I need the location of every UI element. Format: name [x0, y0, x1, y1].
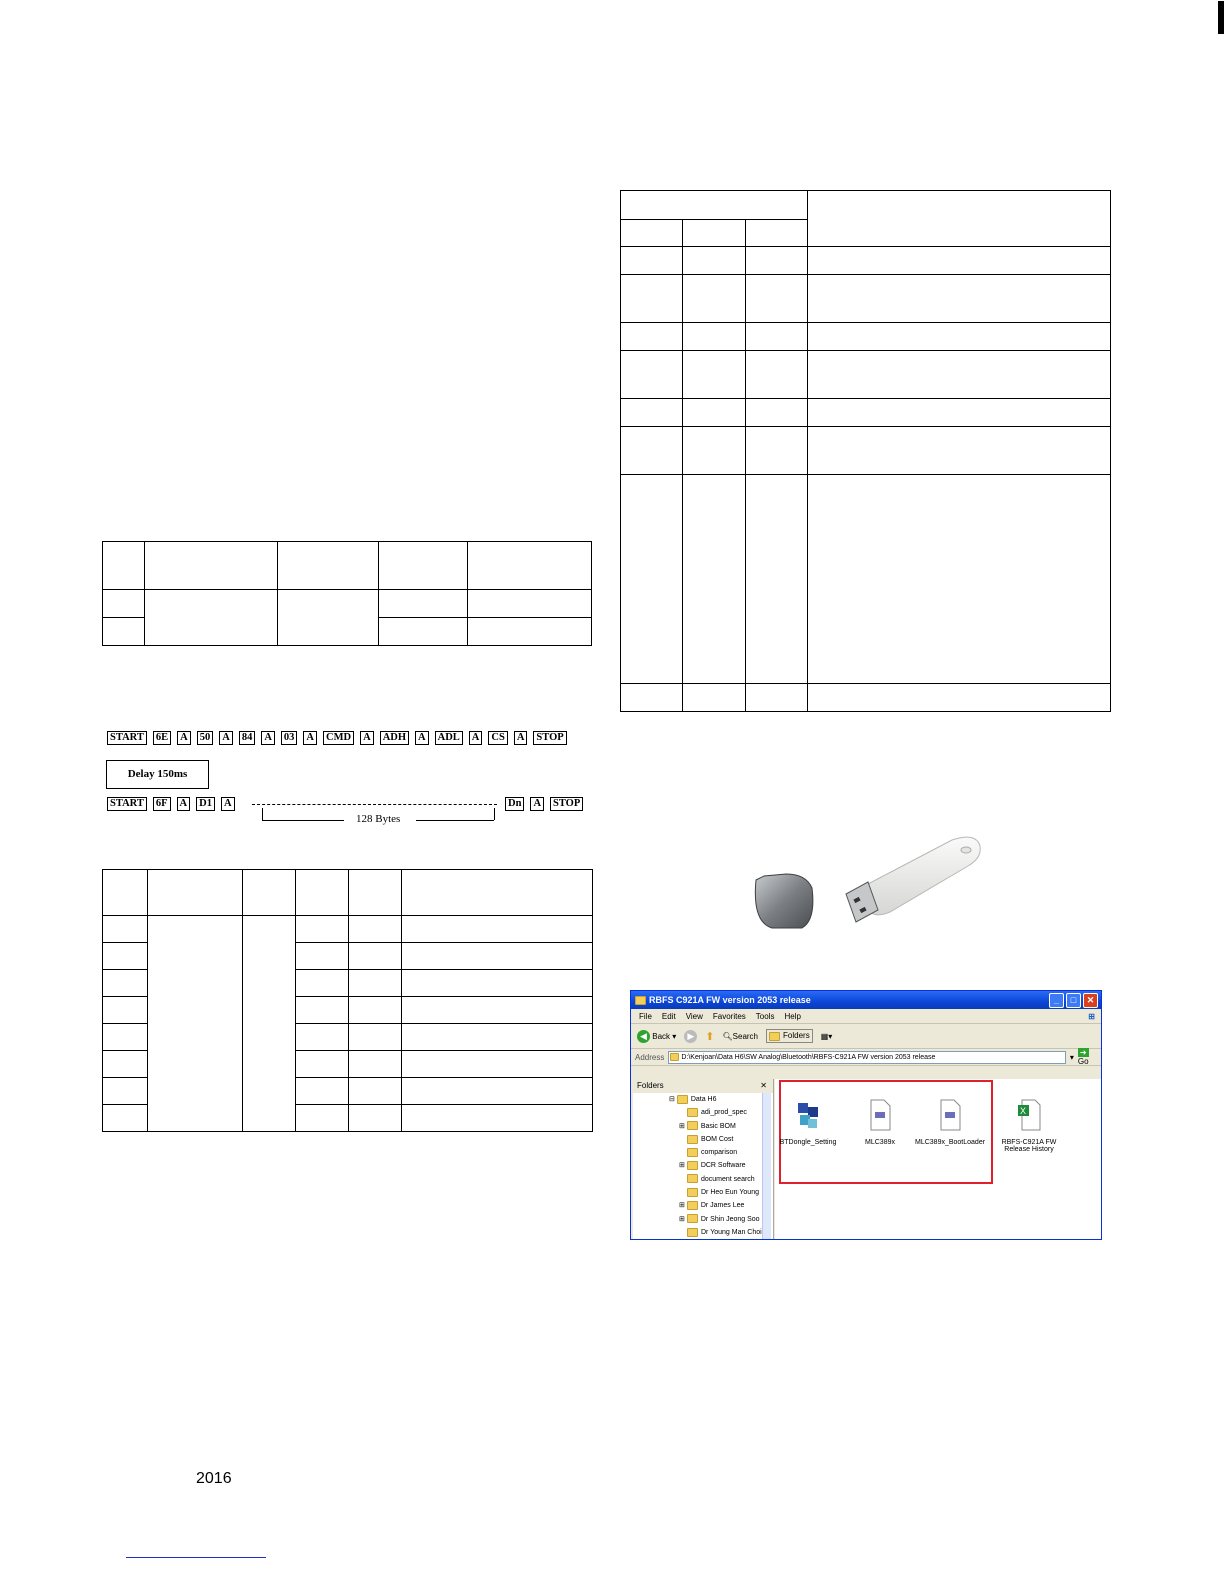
table-cell — [683, 275, 746, 323]
bytes-bracket-right — [494, 808, 495, 820]
sequence-cell: 6F — [153, 797, 171, 811]
sequence-cell: 03 — [281, 731, 298, 745]
folder-icon — [635, 996, 646, 1005]
sequence-cell: A — [415, 731, 429, 745]
folder-icon — [687, 1161, 698, 1170]
table-cell — [349, 870, 402, 916]
back-arrow-icon: ◀ — [637, 1030, 650, 1043]
folder-icon — [677, 1095, 688, 1104]
table-cell — [746, 275, 808, 323]
table-cell — [808, 427, 1111, 475]
table-cell — [349, 997, 402, 1024]
folder-icon — [687, 1174, 698, 1183]
tree-item[interactable]: ⊟ Data H6 — [669, 1096, 717, 1103]
table-cell — [621, 191, 808, 220]
bytes-bracket-line-right — [416, 820, 494, 821]
sequence-cell: A — [514, 731, 528, 745]
folder-icon — [670, 1053, 679, 1061]
table-cell — [746, 220, 808, 247]
page-edge-bar — [1218, 1, 1224, 34]
address-label: Address — [635, 1052, 665, 1062]
menu-edit[interactable]: Edit — [661, 1011, 676, 1021]
table-cell — [402, 916, 593, 943]
table-cell — [103, 997, 148, 1024]
bytes-bracket-left — [262, 808, 263, 820]
folder-icon — [687, 1135, 698, 1144]
tree-item[interactable]: ⊞ Dr James Lee — [679, 1202, 745, 1210]
table-cell — [103, 870, 148, 916]
sequence-cell: ADL — [435, 731, 463, 745]
windows-logo-icon: ⊞ — [1088, 1011, 1095, 1021]
table-3 — [620, 190, 1111, 712]
file-list — [775, 1079, 1101, 1239]
table-cell — [683, 220, 746, 247]
folder-icon — [687, 1201, 698, 1210]
sequence-cell: A — [360, 731, 374, 745]
folder-icon — [687, 1148, 698, 1157]
menu-file[interactable]: File — [639, 1011, 652, 1021]
sequence-cell: STOP — [533, 731, 566, 745]
table-cell — [746, 475, 808, 684]
tree-item[interactable]: ⊞ Basic BOM — [679, 1122, 736, 1130]
tree-item[interactable]: ⊞ DCR Software — [679, 1162, 746, 1170]
table-cell — [296, 916, 349, 943]
table-cell — [402, 1078, 593, 1105]
search-button[interactable]: 🔍︎Search — [722, 1031, 759, 1041]
folder-icon — [769, 1032, 780, 1041]
menu-help[interactable]: Help — [784, 1011, 801, 1021]
file-item[interactable]: BTDongle_Setting — [773, 1099, 843, 1146]
tree-scrollbar[interactable] — [762, 1093, 771, 1240]
tree-item[interactable]: BOM Cost — [633, 1133, 773, 1146]
table-cell — [683, 684, 746, 712]
file-item[interactable]: X RBFS-C921A FW Release History — [989, 1099, 1069, 1153]
menu-tools[interactable]: Tools — [755, 1011, 775, 1021]
address-dropdown-icon[interactable]: ▾ — [1069, 1052, 1074, 1062]
toolbar — [631, 1024, 1101, 1049]
folder-icon — [687, 1214, 698, 1223]
tree-item[interactable]: Dr Young Man Choi — [633, 1226, 773, 1239]
sequence-cell: CMD — [323, 731, 354, 745]
tree-item[interactable]: Dr Heo Eun Young — [633, 1186, 773, 1199]
menu-bar — [631, 1009, 1101, 1024]
address-field[interactable]: D:\Kenjoan\Data H6\SW Analog\Bluetooth\RBFS-C921A FW version 2053 release — [668, 1051, 1066, 1064]
table-cell — [349, 1051, 402, 1078]
sequence-cell: A — [469, 731, 483, 745]
table-cell — [621, 220, 683, 247]
table-cell — [808, 684, 1111, 712]
table-cell — [349, 943, 402, 970]
write-sequence — [107, 731, 573, 745]
table-cell — [296, 997, 349, 1024]
table-cell — [103, 618, 145, 646]
go-button[interactable]: ➜ Go — [1077, 1048, 1089, 1066]
forward-icon[interactable]: ▶ — [684, 1030, 697, 1043]
table-cell — [278, 590, 379, 646]
sequence-cell: A — [219, 731, 233, 745]
table-cell — [402, 1105, 593, 1132]
table-cell — [621, 475, 683, 684]
table-cell — [349, 970, 402, 997]
minimize-button[interactable]: _ — [1049, 993, 1064, 1008]
table-cell — [683, 427, 746, 475]
folder-icon — [687, 1108, 698, 1117]
sequence-cell: A — [530, 797, 544, 811]
table-cell — [103, 1078, 148, 1105]
table-cell — [103, 1105, 148, 1132]
table-cell — [621, 684, 683, 712]
address-bar — [631, 1049, 1101, 1066]
table-cell — [808, 275, 1111, 323]
table-cell — [349, 1078, 402, 1105]
folder-icon — [687, 1121, 698, 1130]
table-cell — [683, 247, 746, 275]
table-cell — [278, 542, 379, 590]
table-cell — [148, 916, 243, 1132]
svg-text:X: X — [1020, 1106, 1027, 1116]
footer-link-line — [126, 1557, 266, 1558]
folder-tree — [633, 1093, 773, 1239]
table-cell — [296, 870, 349, 916]
file-item[interactable]: MLC389x — [845, 1099, 915, 1146]
explorer-window — [630, 990, 1102, 1240]
up-folder-icon[interactable]: ⬆ — [705, 1030, 715, 1043]
table-cell — [145, 590, 278, 646]
usb-body — [846, 837, 980, 922]
table-cell — [746, 684, 808, 712]
table-cell — [349, 916, 402, 943]
close-pane-icon[interactable]: ✕ — [760, 1081, 767, 1090]
read-sequence-start — [107, 797, 241, 811]
table-cell — [402, 1024, 593, 1051]
usb-cap — [755, 874, 813, 928]
table-cell — [808, 475, 1111, 684]
table-cell — [379, 542, 468, 590]
sequence-cell: 50 — [197, 731, 214, 745]
document-icon — [938, 1099, 962, 1131]
table-cell — [621, 399, 683, 427]
table-cell — [349, 1024, 402, 1051]
folder-icon — [687, 1228, 698, 1237]
table-cell — [402, 970, 593, 997]
tree-item[interactable]: document search — [633, 1173, 773, 1186]
table-cell — [468, 618, 592, 646]
sequence-cell: 6E — [153, 731, 171, 745]
bytes-label: 128 Bytes — [356, 813, 401, 825]
table-cell — [468, 542, 592, 590]
table-cell — [621, 323, 683, 351]
sequence-cell: A — [177, 731, 191, 745]
table-2 — [102, 869, 593, 1132]
data-bytes-dashes — [252, 804, 497, 805]
folder-icon — [687, 1188, 698, 1197]
table-cell — [621, 275, 683, 323]
sequence-cell: 84 — [239, 731, 256, 745]
folders-button[interactable]: Folders — [766, 1029, 813, 1042]
table-cell — [746, 399, 808, 427]
table-cell — [402, 943, 593, 970]
table-cell — [103, 1051, 148, 1078]
table-cell — [808, 191, 1111, 247]
excel-icon — [1017, 1099, 1041, 1131]
table-cell — [621, 427, 683, 475]
table-1 — [102, 541, 592, 646]
table-cell — [746, 351, 808, 399]
table-cell — [379, 590, 468, 618]
table-cell — [103, 1024, 148, 1051]
table-cell — [808, 351, 1111, 399]
page-year: 2016 — [196, 1470, 232, 1487]
sequence-cell: D1 — [196, 797, 215, 811]
usb-dongle-photo — [740, 832, 985, 937]
read-sequence-end — [505, 797, 589, 811]
sequence-cell: A — [303, 731, 317, 745]
table-cell — [243, 916, 296, 1132]
tree-item[interactable]: ⊞ Dr Shin Jeong Soo — [679, 1215, 760, 1223]
table-cell — [103, 943, 148, 970]
table-cell — [103, 916, 148, 943]
table-cell — [296, 970, 349, 997]
views-icon[interactable]: ▦▾ — [820, 1031, 833, 1041]
menu-view[interactable]: View — [685, 1011, 703, 1021]
tree-item[interactable]: adi_prod_spec — [633, 1106, 773, 1119]
table-cell — [468, 590, 592, 618]
table-cell — [683, 323, 746, 351]
table-cell — [621, 247, 683, 275]
sequence-cell: START — [107, 731, 147, 745]
table-cell — [746, 323, 808, 351]
sequence-cell: START — [107, 797, 147, 811]
table-cell — [746, 247, 808, 275]
table-cell — [379, 618, 468, 646]
menu-favorites[interactable]: Favorites — [712, 1011, 746, 1021]
table-cell — [296, 1105, 349, 1132]
back-button[interactable]: ◀ Back ▾ — [637, 1030, 676, 1043]
table-cell — [243, 870, 296, 916]
go-arrow-icon: ➜ — [1079, 1048, 1087, 1057]
table-cell — [808, 247, 1111, 275]
table-cell — [103, 590, 145, 618]
folders-pane — [633, 1079, 774, 1240]
table-cell — [808, 399, 1111, 427]
table-cell — [683, 475, 746, 684]
sequence-cell: CS — [488, 731, 507, 745]
sequence-cell: A — [221, 797, 235, 811]
sequence-cell: A — [261, 731, 275, 745]
folders-pane-header: Folders ✕ — [633, 1079, 773, 1093]
table-cell — [148, 870, 243, 916]
table-cell — [349, 1105, 402, 1132]
table-cell — [103, 970, 148, 997]
table-cell — [145, 542, 278, 590]
installer-icon — [796, 1099, 820, 1131]
bytes-bracket-line-left — [262, 820, 344, 821]
document-icon — [868, 1099, 892, 1131]
title-bar — [631, 991, 1101, 1009]
tree-item[interactable]: comparison — [633, 1146, 773, 1159]
search-icon: 🔍︎ — [722, 1031, 733, 1041]
sequence-cell: A — [177, 797, 191, 811]
sequence-cell: STOP — [550, 797, 583, 811]
table-cell — [402, 870, 593, 916]
table-cell — [103, 542, 145, 590]
table-cell — [683, 351, 746, 399]
table-cell — [808, 323, 1111, 351]
table-cell — [683, 399, 746, 427]
table-cell — [402, 997, 593, 1024]
window-title: RBFS C921A FW version 2053 release — [649, 995, 811, 1005]
table-cell — [402, 1051, 593, 1078]
table-cell — [746, 427, 808, 475]
table-cell — [296, 1078, 349, 1105]
table-cell — [296, 1024, 349, 1051]
table-cell — [621, 351, 683, 399]
sequence-cell: ADH — [380, 731, 409, 745]
file-item[interactable]: MLC389x_BootLoader — [915, 1099, 985, 1146]
table-cell — [296, 943, 349, 970]
maximize-button[interactable]: □ — [1066, 993, 1081, 1008]
delay-box: Delay 150ms — [106, 760, 209, 789]
sequence-cell: Dn — [505, 797, 524, 811]
table-cell — [296, 1051, 349, 1078]
close-button[interactable]: ✕ — [1083, 993, 1098, 1008]
